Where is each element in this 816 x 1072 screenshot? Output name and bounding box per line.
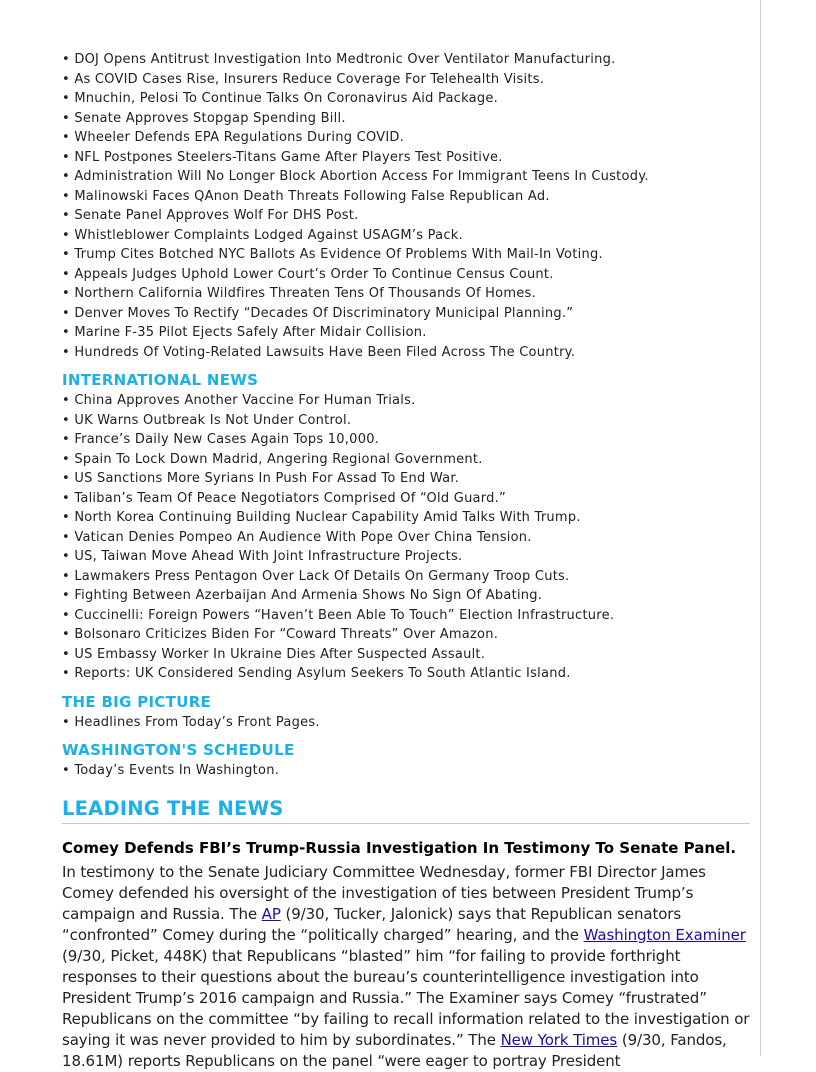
headline-item[interactable]: • Appeals Judges Uphold Lower Court’s Order To Continue Census Count. — [62, 265, 752, 285]
headline-item[interactable]: • Trump Cites Botched NYC Ballots As Evidence Of Problems With Mail-In Voting. — [62, 245, 752, 265]
headline-item[interactable]: • Senate Approves Stopgap Spending Bill. — [62, 109, 752, 129]
big-picture-list — [62, 713, 752, 733]
story-text: (9/30, Tucker, Jalonick) says that Republican senators “confronted” Comey during the “politically charged” hearing, and the — [62, 904, 682, 944]
newsletter-content — [62, 50, 752, 1072]
international-headline-list — [62, 391, 752, 684]
new-york-times-link[interactable]: New York Times — [500, 1030, 618, 1049]
headline-item[interactable]: • Today’s Events In Washington. — [62, 761, 752, 781]
headline-item[interactable]: • Administration Will No Longer Block Abortion Access For Immigrant Teens In Custody. — [62, 167, 752, 187]
headline-item[interactable]: • US, Taiwan Move Ahead With Joint Infrastructure Projects. — [62, 547, 752, 567]
washington-schedule-heading: WASHINGTON'S SCHEDULE — [62, 741, 295, 759]
headline-item[interactable]: • Cuccinelli: Foreign Powers “Haven’t Been Able To Touch” Election Infrastructure. — [62, 606, 752, 626]
washington-examiner-link[interactable]: Washington Examiner — [583, 925, 746, 944]
headline-item[interactable]: • Hundreds Of Voting-Related Lawsuits Have Been Filed Across The Country. — [62, 343, 752, 363]
headline-item[interactable]: • Fighting Between Azerbaijan And Armenia Shows No Sign Of Abating. — [62, 586, 752, 606]
headline-item[interactable]: • DOJ Opens Antitrust Investigation Into Medtronic Over Ventilator Manufacturing. — [62, 50, 752, 70]
newsletter-page — [60, 0, 761, 1070]
headline-item[interactable]: • US Embassy Worker In Ukraine Dies After Suspected Assault. — [62, 645, 752, 665]
headline-item[interactable]: • Taliban’s Team Of Peace Negotiators Comprised Of “Old Guard.” — [62, 489, 752, 509]
headline-item[interactable]: • US Sanctions More Syrians In Push For Assad To End War. — [62, 469, 752, 489]
story-text: In testimony to the Senate Judiciary Committee Wednesday, former FBI Director James Comey defended his oversight of the investigation of ties between President Trump’s campaign and Russia. The — [62, 862, 706, 923]
headline-item[interactable]: • Vatican Denies Pompeo An Audience With Pope Over China Tension. — [62, 528, 752, 548]
headline-item[interactable]: • Denver Moves To Rectify “Decades Of Discriminatory Municipal Planning.” — [62, 304, 752, 324]
headline-item[interactable]: • Northern California Wildfires Threaten Tens Of Thousands Of Homes. — [62, 284, 752, 304]
headline-item[interactable]: • Whistleblower Complaints Lodged Against USAGM’s Pack. — [62, 226, 752, 246]
big-picture-heading: THE BIG PICTURE — [62, 692, 212, 711]
washington-schedule-list — [62, 761, 752, 781]
story-title: Comey Defends FBI’s Trump-Russia Investigation In Testimony To Senate Panel. — [62, 838, 737, 857]
headline-item[interactable]: • Spain To Lock Down Madrid, Angering Regional Government. — [62, 450, 752, 470]
headline-item[interactable]: • Bolsonaro Criticizes Biden For “Coward Threats” Over Amazon. — [62, 625, 752, 645]
headline-item[interactable]: • Reports: UK Considered Sending Asylum Seekers To South Atlantic Island. — [62, 664, 752, 684]
story-text: (9/30, Fandos, 18.61M) reports Republicans on the panel “were eager to portray President — [62, 1030, 727, 1070]
headline-item[interactable]: • France’s Daily New Cases Again Tops 10,000. — [62, 430, 752, 450]
headline-item[interactable]: • Lawmakers Press Pentagon Over Lack Of Details On Germany Troop Cuts. — [62, 567, 752, 587]
headline-item[interactable]: • Headlines From Today’s Front Pages. — [62, 713, 752, 733]
leading-the-news-heading: LEADING THE NEWS — [62, 797, 750, 824]
headline-item[interactable]: • Mnuchin, Pelosi To Continue Talks On Coronavirus Aid Package. — [62, 89, 752, 109]
headline-item[interactable]: • Wheeler Defends EPA Regulations During COVID. — [62, 128, 752, 148]
ap-link[interactable]: AP — [261, 904, 281, 923]
international-news-heading: INTERNATIONAL NEWS — [62, 371, 259, 389]
headline-item[interactable]: • As COVID Cases Rise, Insurers Reduce Coverage For Telehealth Visits. — [62, 70, 752, 90]
story-body — [62, 862, 752, 1072]
headline-item[interactable]: • North Korea Continuing Building Nuclear Capability Amid Talks With Trump. — [62, 508, 752, 528]
story-text: (9/30, Picket, 448K) that Republicans “blasted” him “for failing to provide forthright responses to their questions about the bureau’s counterintelligence investigation into President Trump’s 2016 campaign and Russia.” The Examiner says Comey “frustrated” Republicans on the committee “by failing to recall information related to the investigation or saying it was never provided to him by subordinates.” The — [62, 946, 750, 1049]
headline-item[interactable]: • China Approves Another Vaccine For Human Trials. — [62, 391, 752, 411]
headline-item[interactable]: • UK Warns Outbreak Is Not Under Control. — [62, 411, 752, 431]
headline-item[interactable]: • NFL Postpones Steelers-Titans Game After Players Test Positive. — [62, 148, 752, 168]
headline-item[interactable]: • Marine F-35 Pilot Ejects Safely After Midair Collision. — [62, 323, 752, 343]
headline-item[interactable]: • Malinowski Faces QAnon Death Threats Following False Republican Ad. — [62, 187, 752, 207]
headline-item[interactable]: • Senate Panel Approves Wolf For DHS Post. — [62, 206, 752, 226]
domestic-headline-list — [62, 50, 752, 362]
